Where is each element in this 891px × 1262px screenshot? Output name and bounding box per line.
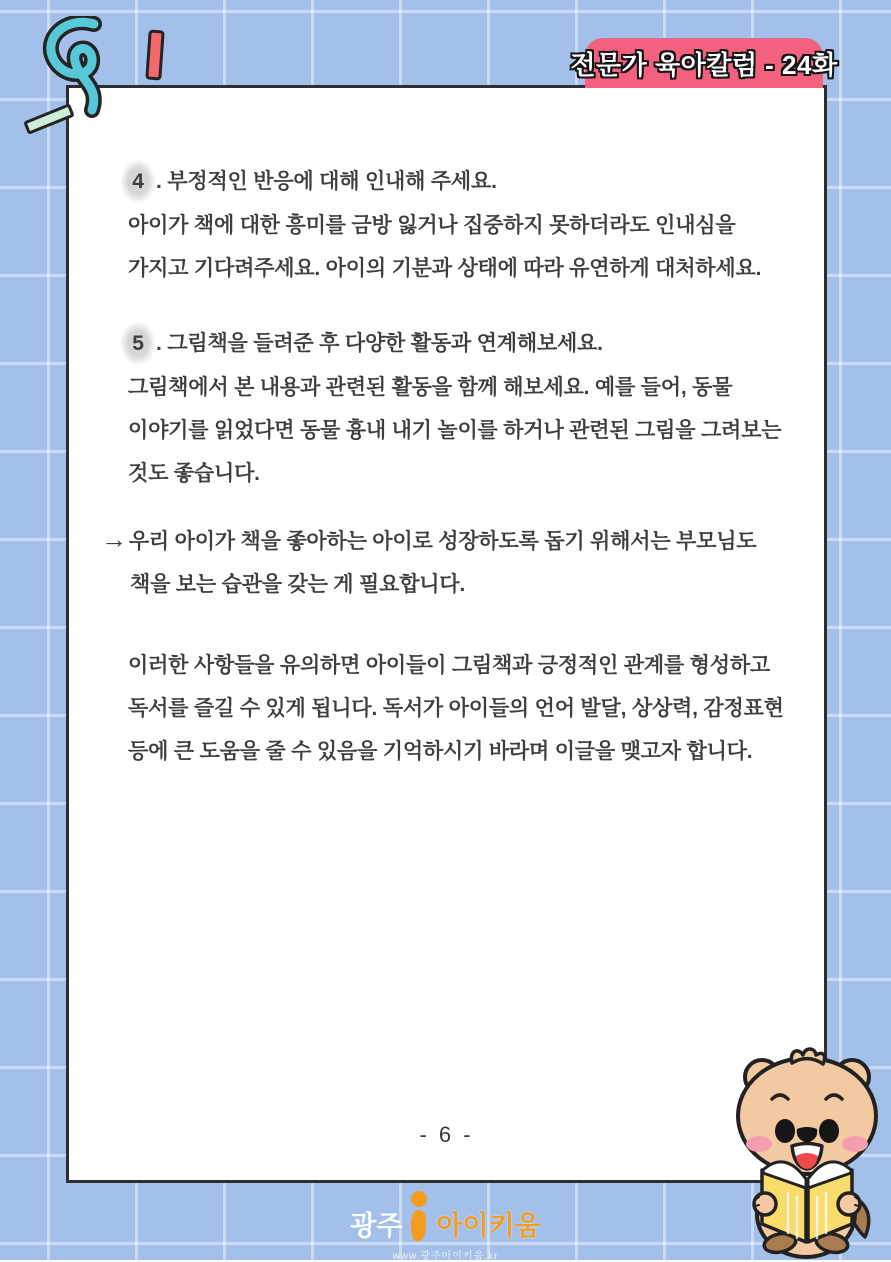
right-arrow-icon: → [101,524,127,554]
section-4-title [128,159,761,204]
section-5-title-text: . 그림책을 들려준 후 다양한 활동과 연계해보세요. [156,332,603,355]
text-line [101,518,756,563]
person-i-icon [405,1190,433,1244]
section-4-number: 4 [120,159,156,204]
red-bar-icon [145,30,164,81]
mascot-cheek [746,1136,772,1152]
arrow-note-text: 우리 아이가 책을 좋아하는 아이로 성장하도록 돕기 위해서는 부모님도 [128,530,757,553]
text-line: 이야기를 읽었다면 동물 흉내 내기 놀이를 하거나 관련된 그림을 그려보는 [128,419,782,442]
section-5 [128,321,781,495]
episode-badge-label: 전문가 육아칼럼 - 24화 [570,49,838,80]
arrow-note [101,518,756,606]
section-5-title [128,321,781,366]
logo-text-gwangju: 광주 [350,1211,403,1241]
section-5-number: 5 [120,321,156,366]
text-line: 등에 큰 도움을 줄 수 있음을 기억하시기 바라며 이글을 맺고자 합니다. [128,740,753,763]
mascot-hand [838,1193,860,1215]
mascot-quokka-reading-book [726,1046,886,1260]
mascot-hand [754,1193,776,1215]
mascot-eye [819,1119,839,1143]
text-line: 가지고 기다려주세요. 아이의 기분과 상태에 따라 유연하게 대처하세요. [128,257,762,280]
logo-text-ikium: 아이키움 [436,1211,541,1241]
mascot-cheek [842,1136,868,1152]
section-4-title-text: . 부정적인 반응에 대해 인내해 주세요. [156,170,497,193]
text-line: 것도 좋습니다. [128,462,260,485]
episode-badge [570,38,838,88]
text-line: 책을 보는 습관을 갖는 게 필요합니다. [130,573,466,596]
closing-paragraph [128,644,784,773]
text-line: 그림책에서 본 내용과 관련된 활동을 함께 해보세요. 예를 들어, 동물 [128,376,733,399]
section-4 [128,159,761,290]
logo-url: www.광주아이키움.kr [392,1251,499,1262]
text-line: 이러한 사항들을 유의하면 아이들이 그림책과 긍정적인 관계를 형성하고 [128,654,771,677]
page-number: - 6 - [419,1122,474,1147]
mascot-eye [775,1119,795,1143]
text-line: 독서를 즐길 수 있게 됩니다. 독서가 아이들의 언어 발달, 상상력, 감정표현 [128,697,784,720]
text-line: 아이가 책에 대한 흥미를 금방 잃거나 집중하지 못하더라도 인내심을 [128,214,736,237]
